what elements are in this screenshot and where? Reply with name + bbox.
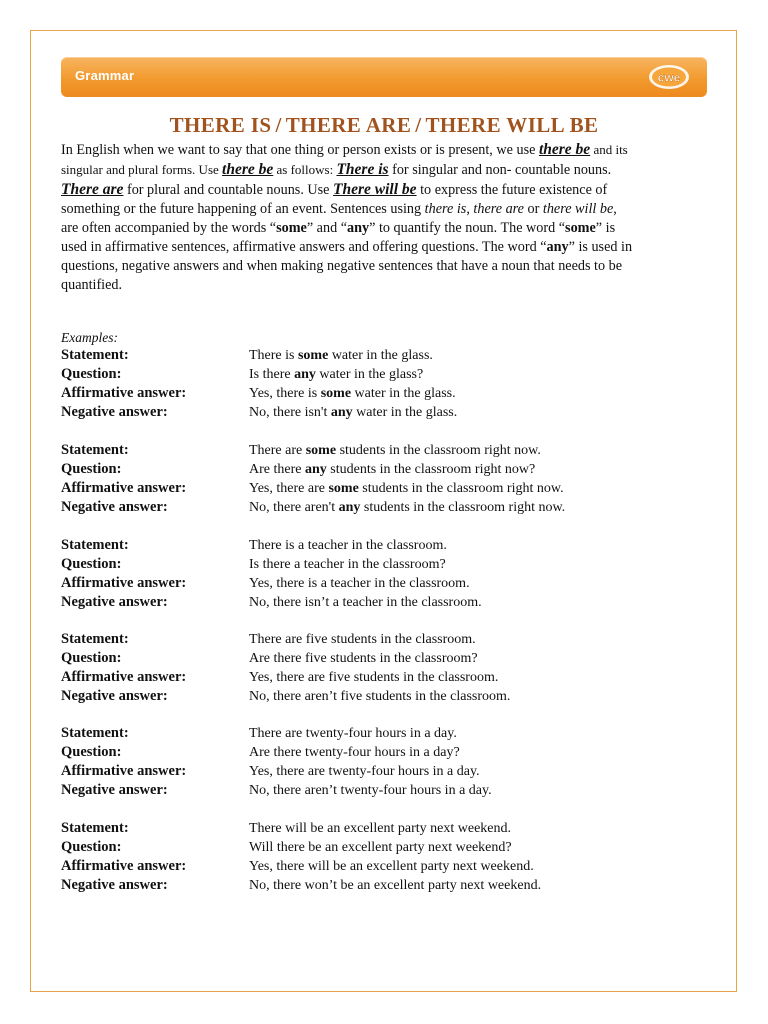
statement-sentence [249, 819, 511, 838]
intro-text: questions, negative answers and when making negative sentences that have a noun that needs to be [61, 258, 623, 274]
quantifier-word: some [328, 481, 359, 496]
question-sentence [249, 555, 446, 574]
word-some: some [276, 220, 307, 236]
affirmative-label: Affirmative answer: [61, 385, 187, 401]
sentence-text: water in the glass. [352, 405, 458, 420]
quantifier-word: some [305, 443, 337, 458]
question-label: Question: [61, 744, 122, 760]
example-block [61, 346, 701, 422]
sentence-text: No, there aren’t twenty-four hours in a day. [249, 783, 492, 798]
examples-heading: Examples: [61, 330, 118, 345]
example-row-affirmative [61, 857, 701, 876]
intro-text: ” is used in [568, 239, 633, 255]
affirmative-sentence [249, 857, 534, 876]
statement-sentence [249, 441, 541, 460]
affirmative-label: Affirmative answer: [61, 669, 187, 685]
intro-text: and its [590, 142, 628, 157]
negative-sentence [249, 498, 565, 517]
example-row-affirmative [61, 574, 701, 593]
affirmative-sentence [249, 762, 480, 781]
sentence-text: There will be an excellent party next weekend. [249, 821, 511, 836]
sentence-text: students in the classroom right now. [336, 443, 541, 458]
keyword-there-are: There are [61, 181, 124, 198]
sentence-text: water in the glass? [315, 367, 424, 382]
grammar-header-bar [61, 57, 707, 97]
sentence-text: Are there five students in the classroom? [249, 651, 478, 666]
example-row-question [61, 649, 701, 668]
intro-text: for plural and countable nouns. Use [123, 182, 334, 198]
intro-line [61, 160, 709, 180]
statement-sentence [249, 536, 447, 555]
sentence-text: Yes, there is a teacher in the classroom. [249, 576, 470, 591]
statement-sentence [249, 630, 476, 649]
quantifier-word: some [320, 386, 352, 401]
question-label: Question: [61, 366, 122, 382]
intro-text: ” and “ [306, 220, 348, 236]
sentence-text: students in the classroom right now. [360, 500, 566, 515]
example-row-statement [61, 441, 701, 460]
sentence-text: There is a teacher in the classroom. [249, 538, 447, 553]
intro-text: In English when we want to say that one thing or person exists or is present, we use [61, 142, 539, 158]
negative-label: Negative answer: [61, 782, 168, 798]
example-row-affirmative [61, 479, 701, 498]
statement-label: Statement: [61, 347, 129, 363]
example-row-affirmative [61, 668, 701, 687]
example-row-statement [61, 346, 701, 365]
intro-text: ” to quantify the noun. The word “ [369, 220, 566, 236]
sentence-text: students in the classroom right now? [326, 462, 536, 477]
statement-sentence [249, 724, 457, 743]
statement-label: Statement: [61, 820, 129, 836]
statement-label: Statement: [61, 442, 129, 458]
affirmative-label: Affirmative answer: [61, 575, 187, 591]
intro-text: , [613, 201, 617, 217]
intro-line [61, 180, 709, 200]
example-row-negative [61, 403, 701, 422]
negative-label: Negative answer: [61, 404, 168, 420]
negative-sentence [249, 403, 457, 422]
example-row-negative [61, 593, 701, 612]
example-row-negative [61, 498, 701, 517]
word-some: some [565, 220, 596, 236]
intro-text: are often accompanied by the words “ [61, 220, 277, 236]
question-label: Question: [61, 461, 122, 477]
sentence-text: No, there isn't [249, 405, 331, 420]
negative-label: Negative answer: [61, 499, 168, 515]
example-block [61, 441, 701, 517]
quantifier-word: any [304, 462, 327, 477]
example-row-affirmative [61, 384, 701, 403]
sentence-text: Yes, there is [249, 386, 321, 401]
question-label: Question: [61, 650, 122, 666]
sentence-text: water in the glass. [328, 348, 433, 363]
italic-there-are: there are [473, 201, 524, 217]
sentence-text: Yes, there will be an excellent party next weekend. [249, 859, 534, 874]
example-row-affirmative [61, 762, 701, 781]
intro-text: or [523, 201, 543, 217]
keyword-there-be: there be [538, 141, 591, 158]
intro-line [61, 200, 709, 219]
statement-label: Statement: [61, 725, 129, 741]
example-row-negative [61, 876, 701, 895]
negative-label: Negative answer: [61, 877, 168, 893]
sentence-text: Is there [249, 367, 295, 382]
intro-text: for singular and non- countable nouns. [388, 162, 612, 178]
sentence-text: There are [249, 443, 306, 458]
header-label: Grammar [75, 68, 135, 83]
question-label: Question: [61, 839, 122, 855]
sentence-text: students in the classroom right now. [358, 481, 564, 496]
intro-line [61, 140, 709, 160]
logo-text: cwe [657, 70, 681, 85]
intro-text: , [466, 201, 474, 217]
negative-sentence [249, 781, 492, 800]
statement-sentence [249, 346, 433, 365]
sentence-text: No, there isn’t a teacher in the classroom. [249, 595, 482, 610]
question-sentence [249, 365, 423, 384]
sentence-text: Are there [249, 462, 305, 477]
example-block [61, 536, 701, 612]
intro-line [61, 276, 709, 295]
affirmative-sentence [249, 574, 470, 593]
intro-text: singular and plural forms. Use [61, 162, 223, 177]
negative-sentence [249, 593, 482, 612]
title-there-are: THERE ARE [285, 113, 412, 137]
sentence-text: No, there aren't [249, 500, 339, 515]
example-row-statement [61, 819, 701, 838]
question-sentence [249, 460, 535, 479]
example-block [61, 819, 701, 895]
example-row-negative [61, 687, 701, 706]
affirmative-sentence [249, 668, 498, 687]
negative-label: Negative answer: [61, 594, 168, 610]
intro-text: used in affirmative sentences, affirmative answers and offering questions. The word “ [61, 239, 547, 255]
word-any: any [347, 220, 370, 236]
italic-there-will-be: there will be [542, 201, 614, 217]
statement-label: Statement: [61, 631, 129, 647]
example-block [61, 724, 701, 800]
example-row-statement [61, 536, 701, 555]
word-any: any [546, 239, 569, 255]
affirmative-sentence [249, 384, 456, 403]
affirmative-sentence [249, 479, 564, 498]
intro-text: something or the future happening of an event. Sentences using [61, 201, 425, 217]
example-block [61, 630, 701, 706]
quantifier-word: any [338, 500, 361, 515]
sentence-text: There are twenty-four hours in a day. [249, 726, 457, 741]
example-row-negative [61, 781, 701, 800]
intro-line [61, 238, 709, 257]
sentence-text: There are five students in the classroom. [249, 632, 476, 647]
question-sentence [249, 743, 460, 762]
example-row-question [61, 365, 701, 384]
sentence-text: Yes, there are twenty-four hours in a day. [249, 764, 480, 779]
italic-there-is: there is [424, 201, 467, 217]
title-there-will-be: THERE WILL BE [425, 113, 599, 137]
example-row-question [61, 743, 701, 762]
sentence-text: Is there a teacher in the classroom? [249, 557, 446, 572]
sentence-text: Yes, there are [249, 481, 329, 496]
example-row-question [61, 460, 701, 479]
sentence-text: No, there aren’t five students in the classroom. [249, 689, 511, 704]
intro-text: to express the future existence of [416, 182, 608, 198]
negative-sentence [249, 876, 541, 895]
intro-text: quantified. [61, 277, 123, 293]
quantifier-word: any [330, 405, 353, 420]
quantifier-word: some [297, 348, 329, 363]
sentence-text: Are there twenty-four hours in a day? [249, 745, 460, 760]
keyword-there-is: There is [336, 161, 389, 178]
cwe-logo [647, 63, 691, 91]
sentence-text: Yes, there are five students in the classroom. [249, 670, 499, 685]
example-row-question [61, 555, 701, 574]
quantifier-word: any [294, 367, 316, 382]
example-row-question [61, 838, 701, 857]
intro-text: ” is [595, 220, 616, 236]
question-sentence [249, 649, 478, 668]
sentence-text: Will there be an excellent party next weekend? [249, 840, 512, 855]
example-row-statement [61, 630, 701, 649]
sentence-text: There is [249, 348, 298, 363]
keyword-there-be: there be [222, 161, 274, 178]
question-label: Question: [61, 556, 122, 572]
question-sentence [249, 838, 512, 857]
example-row-statement [61, 724, 701, 743]
affirmative-label: Affirmative answer: [61, 480, 187, 496]
title-separator: / [275, 113, 282, 137]
keyword-there-will-be: There will be [333, 181, 417, 198]
affirmative-label: Affirmative answer: [61, 858, 187, 874]
negative-sentence [249, 687, 510, 706]
sentence-text: No, there won’t be an excellent party next weekend. [249, 878, 542, 893]
title-there-is: THERE IS [169, 113, 272, 137]
intro-text: as follows: [273, 162, 337, 177]
title-separator: / [415, 113, 422, 137]
statement-label: Statement: [61, 537, 129, 553]
intro-line [61, 257, 709, 276]
affirmative-label: Affirmative answer: [61, 763, 187, 779]
intro-paragraph [61, 140, 709, 295]
page-title [0, 113, 768, 138]
sentence-text: water in the glass. [351, 386, 456, 401]
intro-line [61, 219, 709, 238]
negative-label: Negative answer: [61, 688, 168, 704]
